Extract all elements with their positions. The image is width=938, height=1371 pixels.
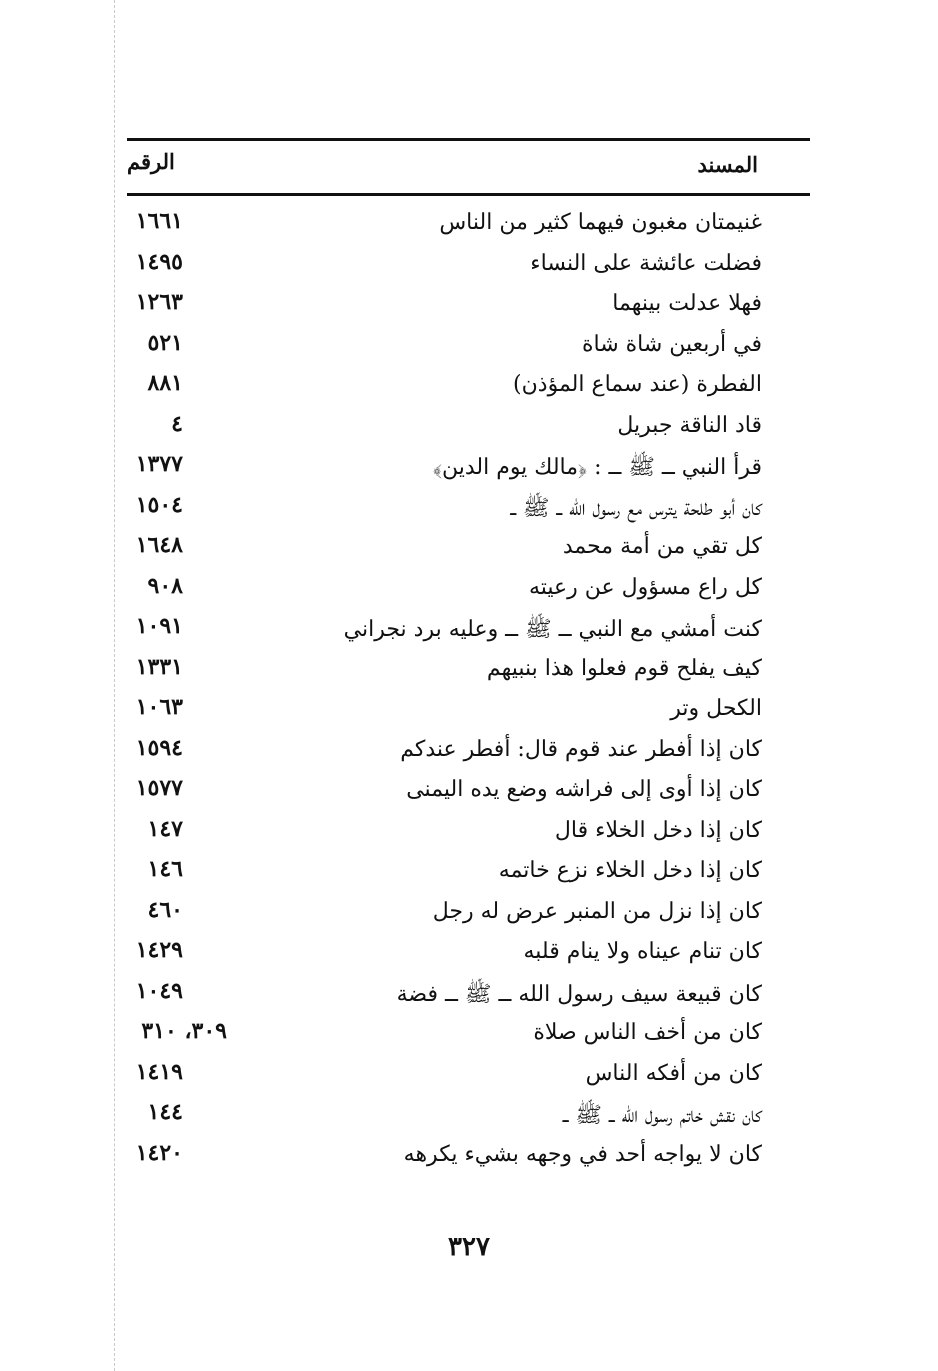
entry-text: كان إذا دخل الخلاء قال — [554, 817, 762, 843]
entry-number: ١٠٦٣ — [135, 694, 183, 720]
entry-text: الفطرة (عند سماع المؤذن) — [513, 372, 762, 397]
entry-number: ١٥٠٤ — [135, 491, 183, 518]
entry-number: ١٥٩٤ — [135, 734, 183, 761]
entry-text: كان إذا أوى إلى فراشه وضع يده اليمنى — [406, 777, 762, 802]
page-number: ٣٢٧ — [448, 1232, 490, 1262]
table-row — [127, 1095, 810, 1136]
entry-number: ١٤١٩ — [135, 1058, 183, 1085]
entry-text: كان لا يواجه أحد في وجهه بشيء يكرهه — [403, 1141, 762, 1167]
entry-number: ١٣٣١ — [135, 653, 183, 680]
table-row — [127, 1014, 810, 1055]
table-header — [127, 141, 810, 193]
page-fold-line — [114, 0, 115, 1371]
entry-text: كيف يفلح قوم فعلوا هذا بنبيهم — [486, 655, 762, 681]
table-row — [127, 974, 810, 1015]
entry-number: ٤ — [171, 410, 183, 437]
entry-text: كان أبو طلحة يترس مع رسول الله ــ ﷺ ــ — [510, 495, 762, 521]
entry-number: ١٤٢٠ — [135, 1139, 183, 1166]
table-row — [127, 731, 810, 772]
entry-text: قاد الناقة جبريل — [617, 412, 762, 438]
table-row — [127, 407, 810, 448]
entry-number: ١٦٦١ — [135, 208, 183, 234]
entry-text: كنت أمشي مع النبي ــ ﷺ ــ وعليه برد نجراني — [343, 617, 762, 642]
table-row — [127, 933, 810, 974]
table-row — [127, 488, 810, 529]
entry-number: ١٤٦ — [147, 856, 183, 882]
entry-number: ١٤٤ — [147, 1099, 183, 1125]
entry-text: كان من أفكه الناس — [585, 1060, 762, 1086]
entry-number: ١٠٤٩ — [135, 977, 183, 1004]
table-row — [127, 1055, 810, 1096]
entry-text: كان إذا أفطر عند قوم قال: أفطر عندكم — [400, 736, 762, 762]
entry-number: ٥٢١ — [147, 329, 183, 356]
table-row — [127, 326, 810, 367]
table-row — [127, 528, 810, 569]
entry-number: ٣٠٩، ٣١٠ — [141, 1018, 227, 1044]
entry-number: ٤٦٠ — [147, 896, 183, 923]
entry-text: كان من أخف الناس صلاة — [533, 1020, 762, 1045]
table-row — [127, 771, 810, 812]
table-row — [127, 285, 810, 326]
entry-number: ١٠٩١ — [135, 613, 183, 639]
table-row — [127, 245, 810, 286]
table-row — [127, 1136, 810, 1177]
table-row — [127, 852, 810, 893]
entry-number: ١٥٧٧ — [135, 775, 183, 801]
entry-text: كان تنام عيناه ولا ينام قلبه — [523, 939, 762, 964]
header-bottom-rule — [127, 193, 810, 196]
table-row — [127, 690, 810, 731]
entry-number: ٩٠٨ — [147, 572, 183, 599]
table-row — [127, 893, 810, 934]
entry-number: ٨٨١ — [147, 370, 183, 396]
hadith-index-table — [127, 138, 810, 1176]
entry-number: ١٦٤٨ — [135, 532, 183, 558]
entry-text: قرأ النبي ــ ﷺ ــ : ﴿مالك يوم الدين﴾ — [432, 455, 762, 480]
entry-text: فهلا عدلت بينهما — [612, 291, 762, 316]
column-header-number: الرقم — [127, 149, 175, 174]
table-row — [127, 609, 810, 650]
entry-number: ١٤٩٥ — [135, 248, 183, 275]
entry-number: ١٣٧٧ — [135, 451, 183, 477]
entry-number: ١٢٦٣ — [135, 289, 183, 315]
index-rows — [127, 204, 810, 1176]
table-row — [127, 204, 810, 245]
entry-text: غنيمتان مغبون فيهما كثير من الناس — [439, 210, 762, 235]
entry-text: كان قبيعة سيف رسول الله ــ ﷺ ــ فضة — [396, 981, 762, 1007]
table-row — [127, 447, 810, 488]
table-row — [127, 812, 810, 853]
entry-text: في أربعين شاة شاة — [581, 331, 762, 357]
entry-text: كل تقي من أمة محمد — [562, 534, 762, 559]
entry-number: ١٤٧ — [147, 815, 183, 842]
entry-text: الكحل وتر — [670, 696, 762, 721]
entry-text: فضلت عائشة على النساء — [530, 250, 762, 276]
table-row — [127, 650, 810, 691]
entry-number: ١٤٢٩ — [135, 937, 183, 963]
entry-text: كل راع مسؤول عن رعيته — [528, 574, 762, 600]
column-header-musnad: المسند — [697, 152, 758, 177]
entry-text: كان إذا دخل الخلاء نزع خاتمه — [498, 858, 762, 883]
entry-text: كان نقش خاتم رسول الله ــ ﷺ ــ — [562, 1103, 762, 1128]
entry-text: كان إذا نزل من المنبر عرض له رجل — [432, 898, 762, 924]
table-row — [127, 366, 810, 407]
table-row — [127, 569, 810, 610]
